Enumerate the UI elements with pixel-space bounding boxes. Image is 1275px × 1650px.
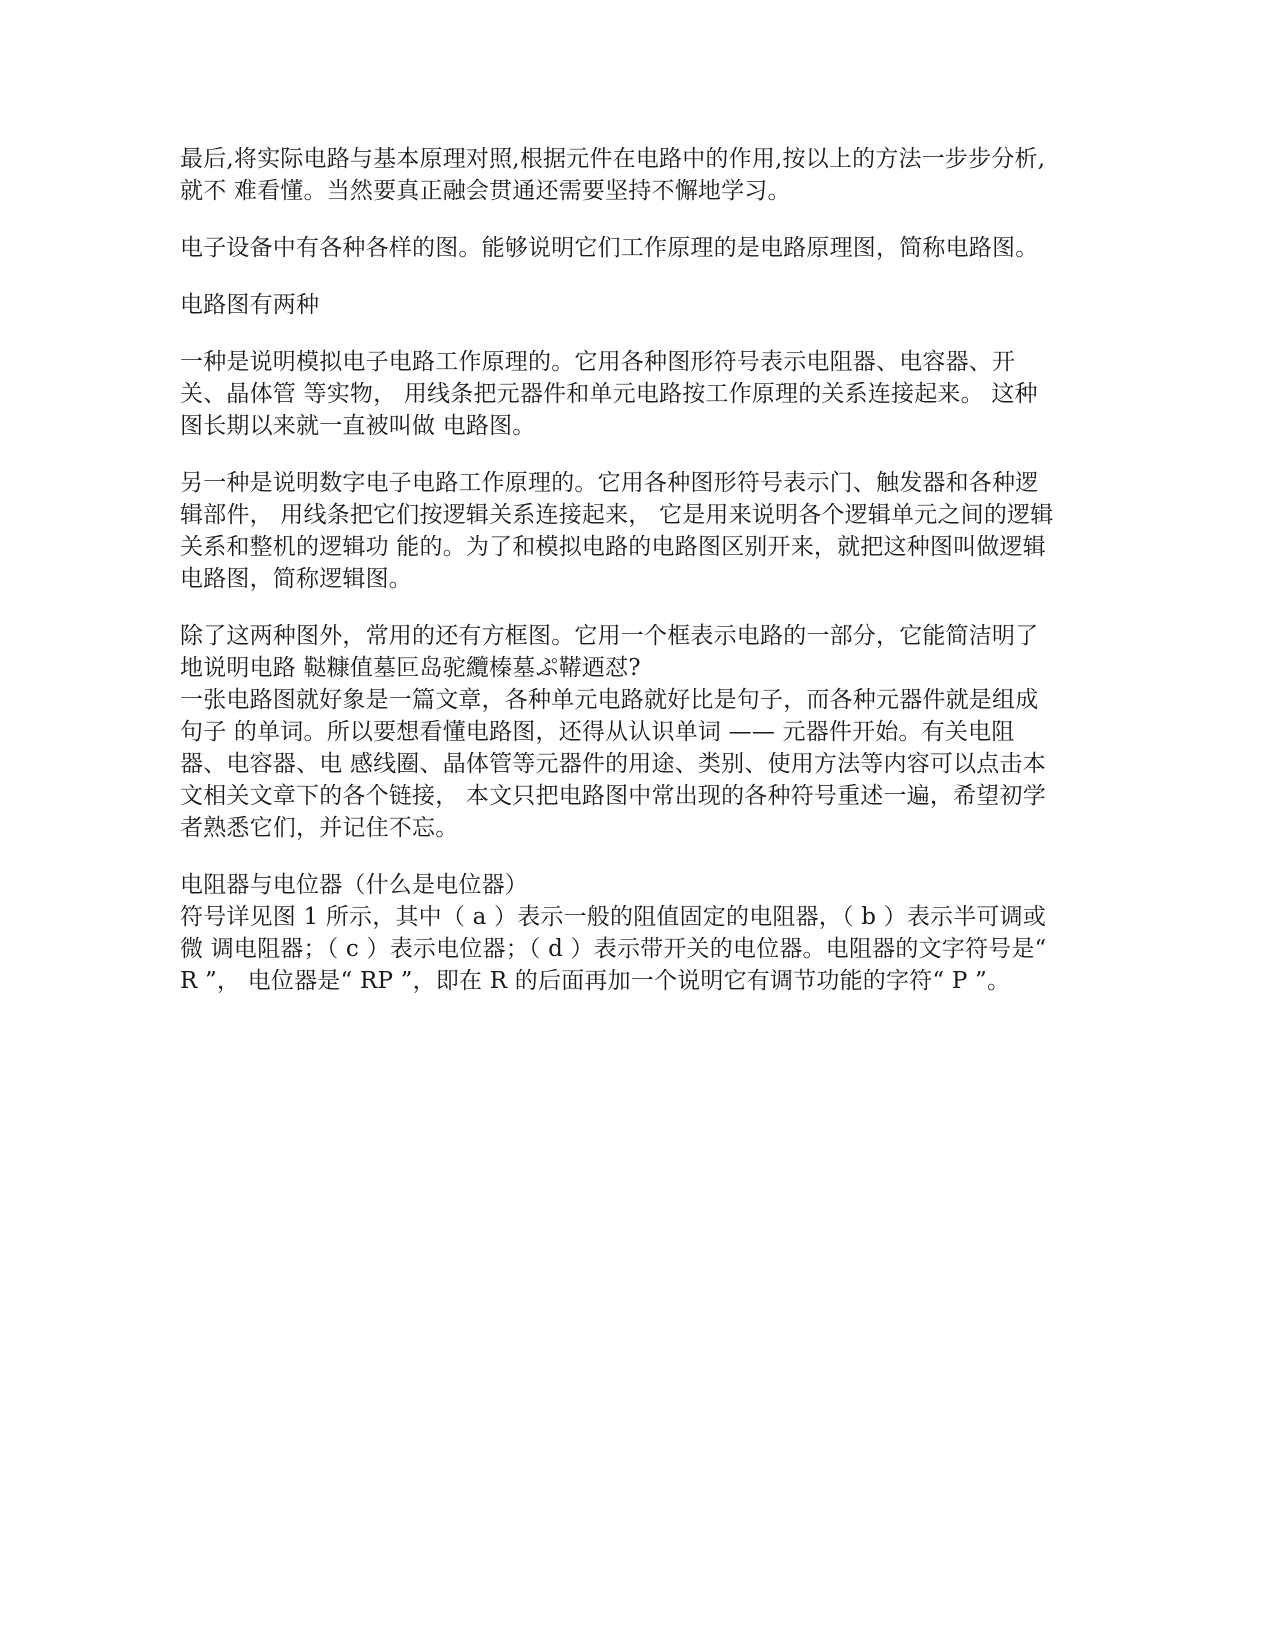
document-body — [180, 143, 1060, 997]
paragraph-analogy: 一张电路图就好象是一篇文章，各种单元电路就好比是句子，而各种元器件就是组成句子 的单词。所以要想看懂电路图，还得从认识单词 —— 元器件开始。有关电阻器、电容器、电 感线圈、晶体管等元器件的用途、类别、使用方法等内容可以点击本文相关文章下的各个链接， 本文只把电路图中常出现的各种符号重述一遍，希望初学者熟悉它们，并记住不忘。 — [180, 687, 1046, 841]
paragraph-analog: 一种是说明模拟电子电路工作原理的。它用各种图形符号表示电阻器、电容器、开关、晶体管 等实物， 用线条把元器件和单元电路按工作原理的关系连接起来。 这种图长期以来就一直被叫做 电路图。 — [180, 349, 1038, 439]
paragraph-intro: 电子设备中有各种各样的图。能够说明它们工作原理的是电路原理图，简称电路图。 — [180, 235, 1039, 261]
paragraph-conclusion: 最后,将实际电路与基本原理对照,根据元件在电路中的作用,按以上的方法一步步分析,就不 难看懂。当然要真正融会贯通还需要坚持不懈地学习。 — [180, 146, 1046, 204]
paragraph-two-types: 电路图有两种 — [180, 292, 320, 318]
paragraph-digital: 另一种是说明数字电子电路工作原理的。它用各种图形符号表示门、触发器和各种逻辑部件， 用线条把它们按逻辑关系连接起来， 它是用来说明各个逻辑单元之间的逻辑关系和整机的逻辑功 能的。为了和模拟电路的电路图区别开来，就把这种图叫做逻辑电路图，简称逻辑图。 — [180, 470, 1054, 592]
paragraph-resistor-symbols: 符号详见图 1 所示，其中（ a ）表示一般的阻值固定的电阻器，（ b ）表示半可调或微 调电阻器；（ c ）表示电位器；（ d ）表示带开关的电位器。电阻器的文字符号是“ R ”， 电位器是“ RP ”，即在 R 的后面再加一个说明它有调节功能的字符“ P ”。 — [180, 904, 1047, 994]
paragraph-block-diagram: 除了这两种图外，常用的还有方框图。它用一个框表示电路的一部分，它能简洁明了地说明电路 鞑糠值墓叵岛驼纜榛墓ぷ鞯迺怼? — [180, 623, 1039, 681]
section-heading-resistor: 电阻器与电位器（什么是电位器） — [180, 872, 528, 898]
